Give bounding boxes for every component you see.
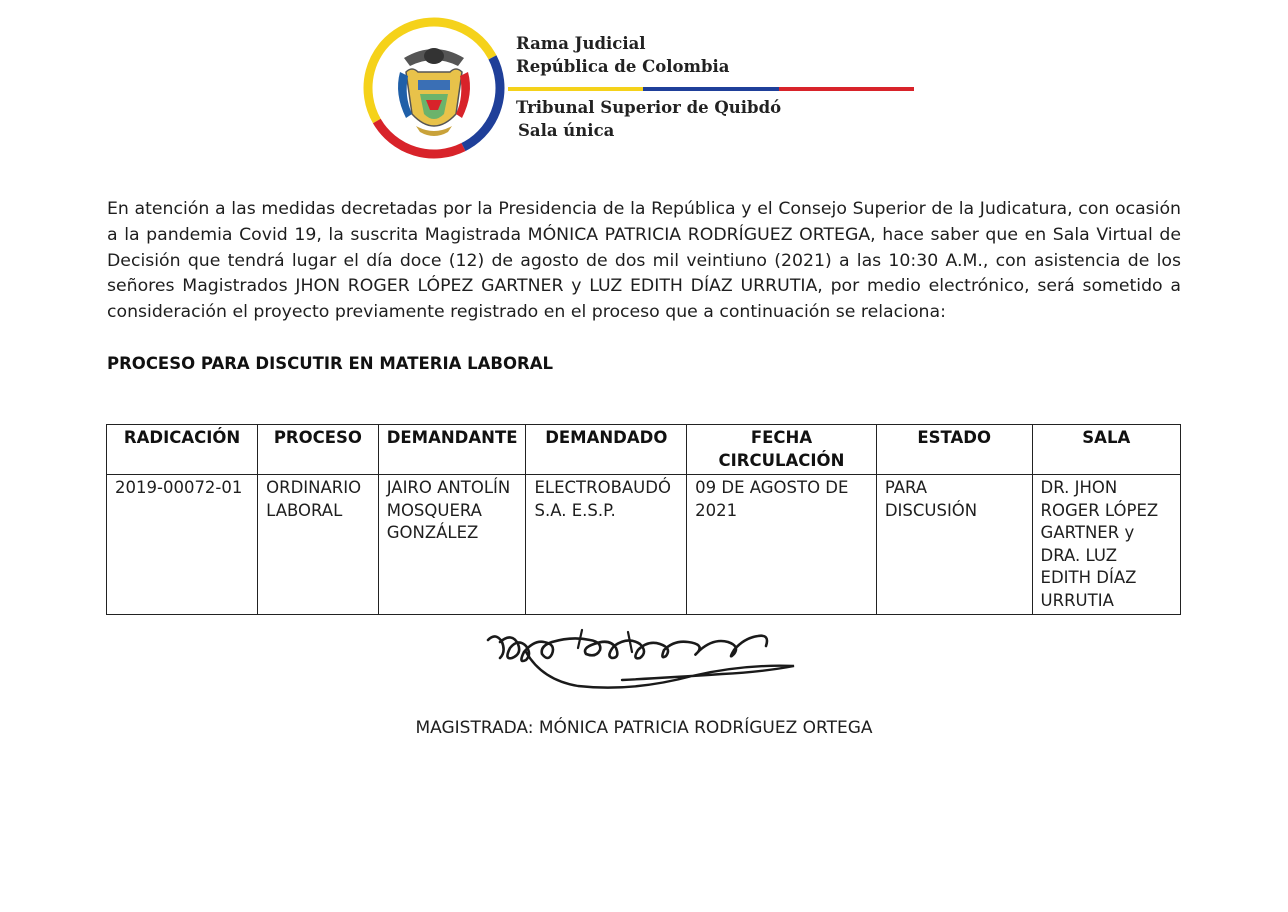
signature-caption: MAGISTRADA: MÓNICA PATRICIA RODRÍGUEZ ORTEGA <box>415 718 873 738</box>
header-demandado: DEMANDADO <box>526 425 687 475</box>
header-proceso: PROCESO <box>258 425 379 475</box>
table-header-row <box>107 425 1181 475</box>
header-estado: ESTADO <box>876 425 1032 475</box>
process-table <box>106 424 1181 615</box>
cell-estado: PARA DISCUSIÓN <box>876 475 1032 615</box>
flag-stripe-yellow <box>508 87 643 91</box>
header-sala: SALA <box>1032 425 1180 475</box>
header-radicacion: RADICACIÓN <box>107 425 258 475</box>
table-row <box>107 475 1181 615</box>
handwritten-signature-icon <box>482 618 802 696</box>
tribunal-line-2: Sala única <box>518 121 615 140</box>
institution-line-2: República de Colombia <box>516 57 730 76</box>
tribunal-line-1: Tribunal Superior de Quibdó <box>516 98 782 117</box>
coat-of-arms-seal-icon <box>360 14 508 162</box>
flag-stripe <box>508 87 914 91</box>
section-title: PROCESO PARA DISCUTIR EN MATERIA LABORAL <box>107 354 553 373</box>
institution-line-1: Rama Judicial <box>516 34 646 53</box>
flag-stripe-blue <box>643 87 778 91</box>
institution-name <box>516 32 729 78</box>
tribunal-name <box>516 96 781 142</box>
cell-radicacion: 2019-00072-01 <box>107 475 258 615</box>
cell-proceso: ORDINARIO LABORAL <box>258 475 379 615</box>
notice-paragraph: En atención a las medidas decretadas por la Presidencia de la República y el Consejo Superior de la Judicatura, con ocasión a la pandemia Covid 19, la suscrita Magistrada MÓNICA PATRICIA RODRÍGUEZ ORTEGA, hace saber que en Sala Virtual de Decisión que tendrá lugar el día doce (12) de agosto de dos mil veintiuno (2021) a las 10:30 A.M., con asistencia de los señores Magistrados JHON ROGER LÓPEZ GARTNER y LUZ EDITH DÍAZ URRUTIA, por medio electrónico, será sometido a consideración el proyecto previamente registrado en el proceso que a continuación se relaciona: <box>107 199 1181 323</box>
flag-stripe-red <box>779 87 914 91</box>
cell-sala: DR. JHON ROGER LÓPEZ GARTNER y DRA. LUZ EDITH DÍAZ URRUTIA <box>1032 475 1180 615</box>
header-demandante: DEMANDANTE <box>378 425 526 475</box>
cell-fecha-circulacion: 09 DE AGOSTO DE 2021 <box>687 475 877 615</box>
letterhead <box>360 12 920 172</box>
cell-demandado: ELECTROBAUDÓ S.A. E.S.P. <box>526 475 687 615</box>
cell-demandante: JAIRO ANTOLÍN MOSQUERA GONZÁLEZ <box>378 475 526 615</box>
header-fecha-circulacion: FECHA CIRCULACIÓN <box>687 425 877 475</box>
